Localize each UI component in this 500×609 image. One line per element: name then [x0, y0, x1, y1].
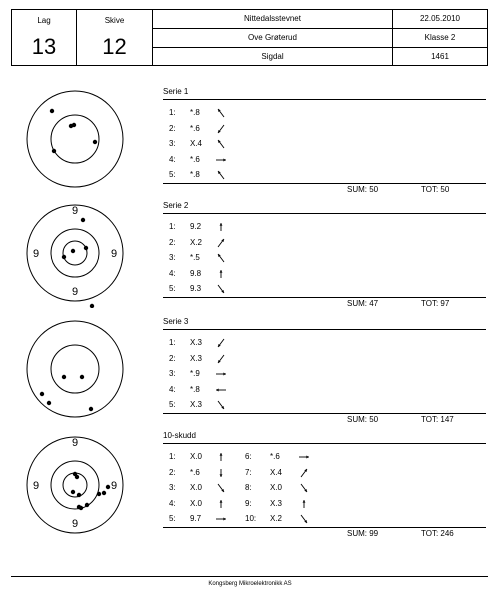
ring-number: 9 — [110, 248, 118, 260]
target-ring — [27, 91, 123, 187]
shot-number: 7: — [245, 467, 252, 477]
direction-arrow-icon — [213, 399, 229, 411]
direction-arrow-icon — [213, 482, 229, 494]
shot-number: 10: — [245, 514, 257, 523]
series-total: TOT: 246 — [421, 529, 454, 538]
series-sum: SUM: 50 — [347, 185, 379, 194]
direction-arrow-icon — [213, 221, 229, 233]
skive-value: 12 — [102, 34, 127, 59]
header-divider — [152, 47, 488, 48]
shot-number: 2: — [169, 467, 176, 477]
shot-number: 6: — [245, 452, 252, 461]
shot-value: *.8 — [190, 384, 200, 394]
shot-hole — [81, 218, 85, 222]
shooter-name: Ove Grøterud — [248, 33, 297, 42]
direction-arrow-icon — [213, 123, 229, 135]
shot-value: X.4 — [270, 467, 283, 477]
direction-arrow-icon — [213, 107, 229, 119]
footer-text: Kongsberg Mikroelektronikk AS — [208, 581, 292, 587]
shot-hole — [71, 249, 75, 253]
event-date: 22.05.2010 — [419, 14, 461, 23]
ring-number: 9 — [71, 437, 79, 449]
target-diagram — [20, 430, 130, 540]
direction-arrow-icon — [296, 482, 312, 494]
shooter-class: Klasse 2 — [424, 33, 456, 42]
header-table — [11, 9, 488, 66]
shot-number: 1: — [169, 108, 176, 117]
direction-arrow-icon — [213, 467, 229, 479]
ring-number: 9 — [110, 480, 118, 492]
series-sum: SUM: 47 — [347, 299, 379, 308]
shot-hole — [97, 492, 101, 496]
direction-arrow-icon — [213, 368, 229, 380]
shot-number: 4: — [169, 268, 176, 278]
event-name: Nittedalsstevnet — [244, 14, 301, 23]
series-rule — [163, 213, 486, 214]
target-diagram — [20, 198, 130, 308]
direction-arrow-icon — [213, 498, 229, 510]
direction-arrow-icon — [213, 513, 229, 525]
skive-label: Skive — [104, 16, 125, 25]
shot-value: X.0 — [190, 483, 203, 492]
shooter-club: Sigdal — [261, 52, 284, 61]
shot-hole — [84, 246, 88, 250]
series-total: TOT: 147 — [421, 415, 454, 424]
shot-number: 8: — [245, 483, 252, 492]
series-rule — [163, 329, 486, 330]
shot-value: *.6 — [190, 467, 200, 477]
shot-value: X.2 — [270, 514, 283, 523]
shot-number: 3: — [169, 139, 176, 148]
shot-number: 5: — [169, 400, 176, 409]
shot-number: 2: — [169, 123, 176, 133]
target-diagram — [20, 314, 130, 424]
direction-arrow-icon — [296, 451, 312, 463]
target-ring — [51, 461, 99, 509]
direction-arrow-icon — [213, 337, 229, 349]
series-rule — [163, 99, 486, 100]
shot-value: *.6 — [190, 123, 200, 133]
shooter-number: 1461 — [431, 52, 449, 61]
shot-value: 9.3 — [190, 284, 202, 293]
shot-number: 1: — [169, 452, 176, 461]
shot-value: 9.8 — [190, 268, 202, 278]
target-ring — [27, 321, 123, 417]
shot-number: 5: — [169, 170, 176, 179]
shot-number: 4: — [169, 154, 176, 164]
ring-number: 9 — [32, 248, 40, 260]
shot-number: 1: — [169, 338, 176, 347]
shot-hole — [69, 124, 73, 128]
shot-hole — [40, 392, 44, 396]
lag-label: Lag — [37, 16, 51, 25]
series-title: Serie 3 — [163, 317, 189, 326]
shot-value: X.0 — [190, 452, 203, 461]
shot-number: 2: — [169, 237, 176, 247]
target-ring — [51, 115, 99, 163]
direction-arrow-icon — [213, 237, 229, 249]
shot-number: 3: — [169, 369, 176, 378]
skive-cell — [76, 9, 153, 66]
shot-value: 9.2 — [190, 222, 202, 231]
shot-hole — [77, 505, 81, 509]
shot-hole — [62, 255, 66, 259]
series-rule — [163, 413, 486, 414]
shot-value: X.3 — [190, 338, 203, 347]
shot-number: 4: — [169, 384, 176, 394]
series-title: Serie 2 — [163, 201, 189, 210]
shot-value: X.3 — [190, 400, 203, 409]
target-ring — [51, 229, 99, 277]
lag-value: 13 — [31, 34, 57, 59]
header-divider — [152, 28, 488, 29]
direction-arrow-icon — [213, 384, 229, 396]
series-sum: SUM: 99 — [347, 529, 379, 538]
shot-number: 5: — [169, 514, 176, 523]
shot-number: 1: — [169, 222, 176, 231]
shot-hole — [106, 485, 110, 489]
series-sum: SUM: 50 — [347, 415, 379, 424]
shot-value: X.0 — [190, 498, 203, 508]
shot-number: 9: — [245, 498, 252, 508]
shot-hole — [85, 503, 89, 507]
ring-number: 9 — [32, 480, 40, 492]
shot-number: 5: — [169, 284, 176, 293]
shot-value: 9.7 — [190, 514, 202, 523]
direction-arrow-icon — [213, 268, 229, 280]
shot-hole — [75, 475, 79, 479]
direction-arrow-icon — [213, 138, 229, 150]
shot-value: X.3 — [270, 498, 283, 508]
series-rule — [163, 297, 486, 298]
series-total: TOT: 97 — [421, 299, 450, 308]
direction-arrow-icon — [213, 283, 229, 295]
series-rule — [163, 527, 486, 528]
direction-arrow-icon — [213, 154, 229, 166]
series-rule — [163, 183, 486, 184]
shot-hole — [71, 490, 75, 494]
shot-hole — [50, 109, 54, 113]
shot-number: 3: — [169, 483, 176, 492]
direction-arrow-icon — [296, 513, 312, 525]
direction-arrow-icon — [296, 467, 312, 479]
shot-value: *.9 — [190, 369, 200, 378]
ring-number: 9 — [71, 205, 79, 217]
shot-hole — [80, 375, 84, 379]
shot-hole — [90, 304, 94, 308]
ring-number: 9 — [71, 286, 79, 298]
shot-number: 4: — [169, 498, 176, 508]
shot-number: 2: — [169, 353, 176, 363]
shot-value: *.8 — [190, 108, 200, 117]
ring-number: 9 — [71, 518, 79, 530]
shot-value: *.6 — [190, 154, 200, 164]
shot-hole — [62, 375, 66, 379]
direction-arrow-icon — [213, 353, 229, 365]
shot-hole — [52, 149, 56, 153]
series-rule — [163, 443, 486, 444]
shot-value: X.4 — [190, 139, 203, 148]
series-total: TOT: 50 — [421, 185, 450, 194]
series-title: Serie 1 — [163, 87, 189, 96]
shot-value: *.5 — [190, 253, 200, 262]
shot-value: *.6 — [270, 452, 280, 461]
lag-cell — [11, 9, 77, 66]
direction-arrow-icon — [213, 252, 229, 264]
shot-value: X.2 — [190, 237, 203, 247]
direction-arrow-icon — [213, 169, 229, 181]
direction-arrow-icon — [213, 451, 229, 463]
shot-value: X.0 — [270, 483, 283, 492]
shot-hole — [93, 140, 97, 144]
shot-number: 3: — [169, 253, 176, 262]
shot-hole — [47, 401, 51, 405]
shot-hole — [102, 491, 106, 495]
shot-hole — [77, 493, 81, 497]
footer-rule — [11, 576, 488, 577]
shot-value: *.8 — [190, 170, 200, 179]
series-title: 10-skudd — [163, 431, 196, 440]
direction-arrow-icon — [296, 498, 312, 510]
target-ring — [63, 241, 87, 265]
shot-value: X.3 — [190, 353, 203, 363]
shot-hole — [89, 407, 93, 411]
target-ring — [51, 345, 99, 393]
target-diagram — [20, 84, 130, 194]
